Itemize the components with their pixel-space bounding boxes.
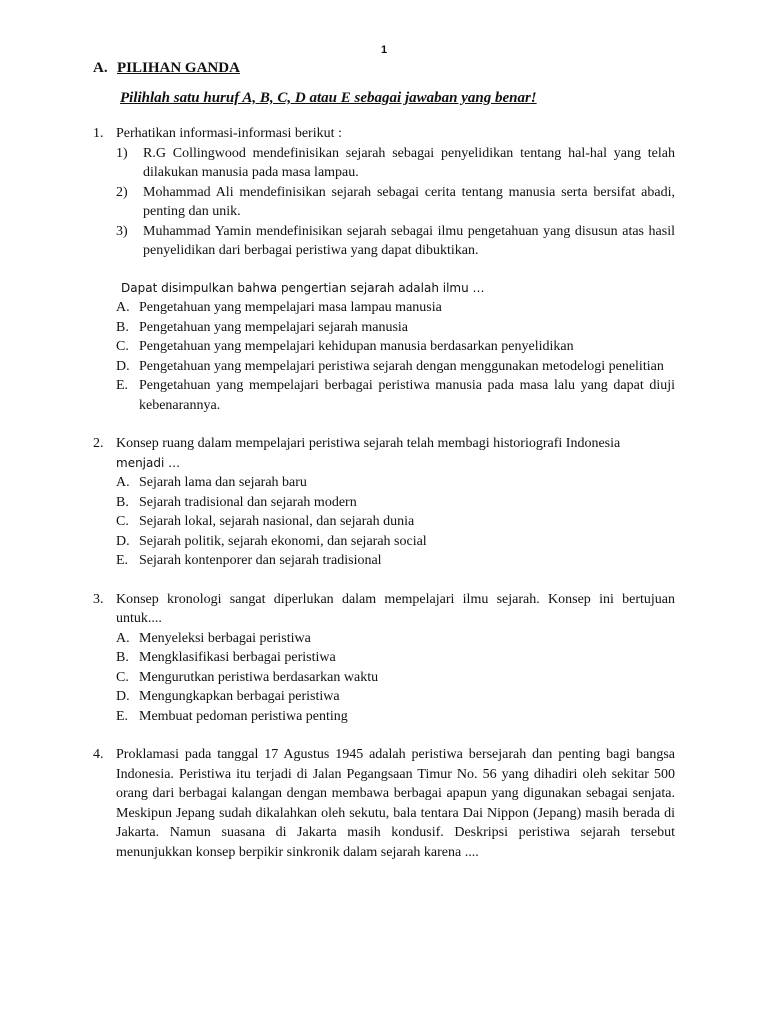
question-number: 4. xyxy=(93,747,104,762)
option-letter: E. xyxy=(116,378,129,393)
question-stem-tail: menjadi … xyxy=(116,455,181,470)
question-stem: Konsep ruang dalam mempelajari peristiwa sejarah telah membagi historiografi Indonesia xyxy=(116,436,621,451)
option xyxy=(116,512,675,532)
question-stem: Perhatikan informasi-informasi berikut : xyxy=(116,126,342,141)
option-text: Mengungkapkan berbagai peristiwa xyxy=(139,689,340,704)
option-text: Mengurutkan peristiwa berdasarkan waktu xyxy=(139,669,379,685)
option-text: Menyeleksi berbagai peristiwa xyxy=(139,630,311,646)
option-letter: D. xyxy=(116,689,130,704)
option xyxy=(116,298,675,318)
section-heading xyxy=(93,60,240,77)
option-letter: B. xyxy=(116,494,129,510)
question-number: 3. xyxy=(93,591,104,607)
option-letter: C. xyxy=(116,514,129,529)
option xyxy=(116,629,675,649)
option xyxy=(116,473,675,493)
info-text: Muhammad Yamin mendefinisikan sejarah sebagai ilmu pengetahuan yang disusun atas hasil penyelidikan dari berbagai peristiwa yang dapat dibuktikan. xyxy=(143,223,675,258)
question-4 xyxy=(93,745,675,862)
question-stem: Konsep kronologi sangat diperlukan dalam mempelajari ilmu sejarah. Konsep ini bertujuan untuk.... xyxy=(116,591,675,626)
option-text: Pengetahuan yang mempelajari peristiwa sejarah dengan menggunakan metodelogi penelitian xyxy=(139,358,664,374)
option xyxy=(116,648,675,668)
option-letter: C. xyxy=(116,339,129,354)
info-item xyxy=(116,183,675,222)
option-text: Sejarah tradisional dan sejarah modern xyxy=(139,494,357,510)
option-letter: D. xyxy=(116,533,130,549)
info-text: R.G Collingwood mendefinisikan sejarah sebagai penyelidikan tentang hal-hal yang telah dilakukan manusia pada masa lampau. xyxy=(143,145,675,180)
option-text: Membuat pedoman peristiwa penting xyxy=(139,708,348,724)
option-text: Pengetahuan yang mempelajari sejarah manusia xyxy=(139,319,409,335)
option-letter: A. xyxy=(116,475,130,490)
question-list xyxy=(93,124,675,881)
option-letter: E. xyxy=(116,553,129,568)
option-text: Pengetahuan yang mempelajari berbagai peristiwa manusia pada masa lalu yang dapat diuji kebenarannya. xyxy=(139,378,675,413)
option-text: Pengetahuan yang mempelajari kehidupan manusia berdasarkan penyelidikan xyxy=(139,339,574,354)
option-letter: E. xyxy=(116,708,129,724)
option-letter: C. xyxy=(116,669,129,685)
question-conclusion: Dapat disimpulkan bahwa pengertian sejarah adalah ilmu … xyxy=(121,280,485,295)
option xyxy=(116,551,675,571)
option-text: Sejarah lama dan sejarah baru xyxy=(139,475,307,490)
option xyxy=(116,493,675,513)
option-letter: B. xyxy=(116,319,129,335)
option-text: Pengetahuan yang mempelajari masa lampau manusia xyxy=(139,300,442,315)
option xyxy=(116,532,675,552)
option-letter: B. xyxy=(116,650,129,665)
info-text: Mohammad Ali mendefinisikan sejarah sebagai cerita tentang manusia serta bersifat abadi, penting dan unik. xyxy=(143,184,675,219)
option-list xyxy=(116,473,675,571)
section-letter: A. xyxy=(93,60,108,76)
option-list xyxy=(116,298,675,415)
option xyxy=(116,687,675,707)
instruction: Pilihlah satu huruf A, B, C, D atau E sebagai jawaban yang benar! xyxy=(120,90,537,106)
question-1 xyxy=(93,124,675,415)
option-text: Sejarah kontenporer dan sejarah tradisional xyxy=(139,553,382,568)
question-stem: Proklamasi pada tanggal 17 Agustus 1945 adalah peristiwa bersejarah dan penting bagi bangsa Indonesia. Peristiwa itu terjadi di Jalan Pegangsaan Timur No. 56 yang dihadiri oleh sekitar 500 orang dari berbagai kalangan dengan membawa berbagai apapun yang digunakan sebagai senjata. Meskipun Jepang sudah dikalahkan oleh sekutu, bala tentara Dai Nippon (Jepang) masih berada di Jakarta. Namun suasana di Jakarta masih kondusif. Deskripsi peristiwa sejarah tersebut menunjukkan konsep berpikir sinkronik dalam sejarah karena .... xyxy=(116,747,675,860)
info-list xyxy=(116,144,675,261)
option-letter: A. xyxy=(116,630,130,646)
question-number: 1. xyxy=(93,126,104,141)
option-list xyxy=(116,629,675,727)
info-item xyxy=(116,222,675,261)
option-text: Sejarah politik, sejarah ekonomi, dan sejarah social xyxy=(139,533,427,549)
option-letter: D. xyxy=(116,358,130,374)
option xyxy=(116,376,675,415)
option xyxy=(116,337,675,357)
question-2 xyxy=(93,434,675,571)
info-number: 2) xyxy=(116,184,128,200)
question-3 xyxy=(93,590,675,727)
option xyxy=(116,707,675,727)
option xyxy=(116,668,675,688)
info-number: 3) xyxy=(116,223,128,239)
info-number: 1) xyxy=(116,145,128,161)
question-number: 2. xyxy=(93,436,104,451)
option-text: Sejarah lokal, sejarah nasional, dan sejarah dunia xyxy=(139,514,415,529)
option xyxy=(116,357,675,377)
option-letter: A. xyxy=(116,300,130,315)
section-title: PILIHAN GANDA xyxy=(117,60,240,76)
option xyxy=(116,318,675,338)
info-item xyxy=(116,144,675,183)
option-text: Mengklasifikasi berbagai peristiwa xyxy=(139,650,336,665)
page-number: 1 xyxy=(380,44,388,56)
